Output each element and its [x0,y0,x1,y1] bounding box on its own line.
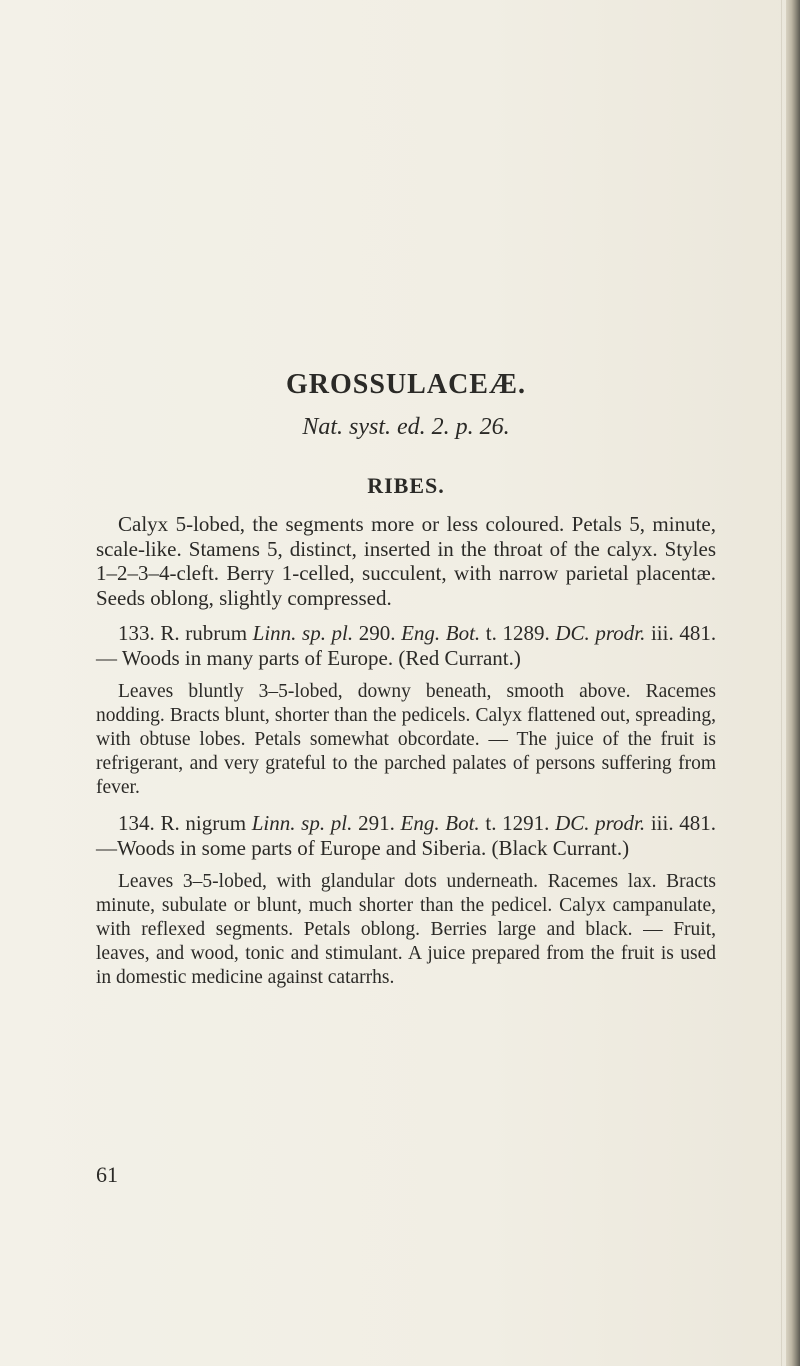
family-reference: Nat. syst. ed. 2. p. 26. [302,414,510,440]
figure-ref: t. 1289. [485,621,550,645]
page-number: 61 [96,1162,118,1187]
prodr-source: DC. prodr. [555,811,646,835]
prodr-ref: iii. 481. —Woods in some parts of Europe and Siberia. (Black Currant.) [96,811,717,860]
species-entry-134 [96,811,716,860]
species-description-133: Leaves bluntly 3–5-lobed, downy beneath, smooth above. Racemes nodding. Bracts blunt, shorter than the pedicels. Calyx flattened out, spreading, with obtuse lobes. Petals somewhat obcordate. — The juice of the fruit is refrigerant, and very grateful to the parched palates of persons suffering from fever. [96,681,716,798]
figure-source: Eng. Bot. [401,621,481,645]
genus-title: RIBES. [367,473,445,498]
figure-ref: t. 1291. [485,811,550,835]
species-authority-page: 290. [358,621,396,645]
species-number: 134. [118,811,155,835]
species-authority: Linn. sp. pl. [251,811,353,835]
species-entry-133 [96,621,716,670]
species-authority: Linn. sp. pl. [252,621,354,645]
page-text-block [96,368,716,990]
prodr-ref: iii. 481. — Woods in many parts of Europe. (Red Currant.) [96,621,717,670]
genus-description: Calyx 5-lobed, the segments more or less coloured. Petals 5, minute, scale-like. Stamens 5, distinct, inserted in the throat of the calyx. Styles 1–2–3–4-cleft. Berry 1-celled, succulent, with narrow parietal placentæ. Seeds oblong, slightly compressed. [96,512,716,610]
species-authority-page: 291. [358,811,395,835]
family-title: GROSSULACEÆ. [286,369,526,400]
species-description-134: Leaves 3–5-lobed, with glandular dots underneath. Racemes lax. Bracts minute, subulate or blunt, much shorter than the pedicel. Calyx campanulate, with reflexed segments. Petals oblong. Berries large and black. — Fruit, leaves, and wood, tonic and stimulant. A juice prepared from the fruit is used in domestic medicine against catarrhs. [96,871,716,988]
figure-source: Eng. Bot. [400,811,480,835]
species-number: 133. [118,621,155,645]
species-name: R. nigrum [160,811,247,835]
binding-edge [786,0,800,1366]
species-name: R. rubrum [160,621,248,645]
page-edge-line [781,0,782,1366]
prodr-source: DC. prodr. [555,621,646,645]
